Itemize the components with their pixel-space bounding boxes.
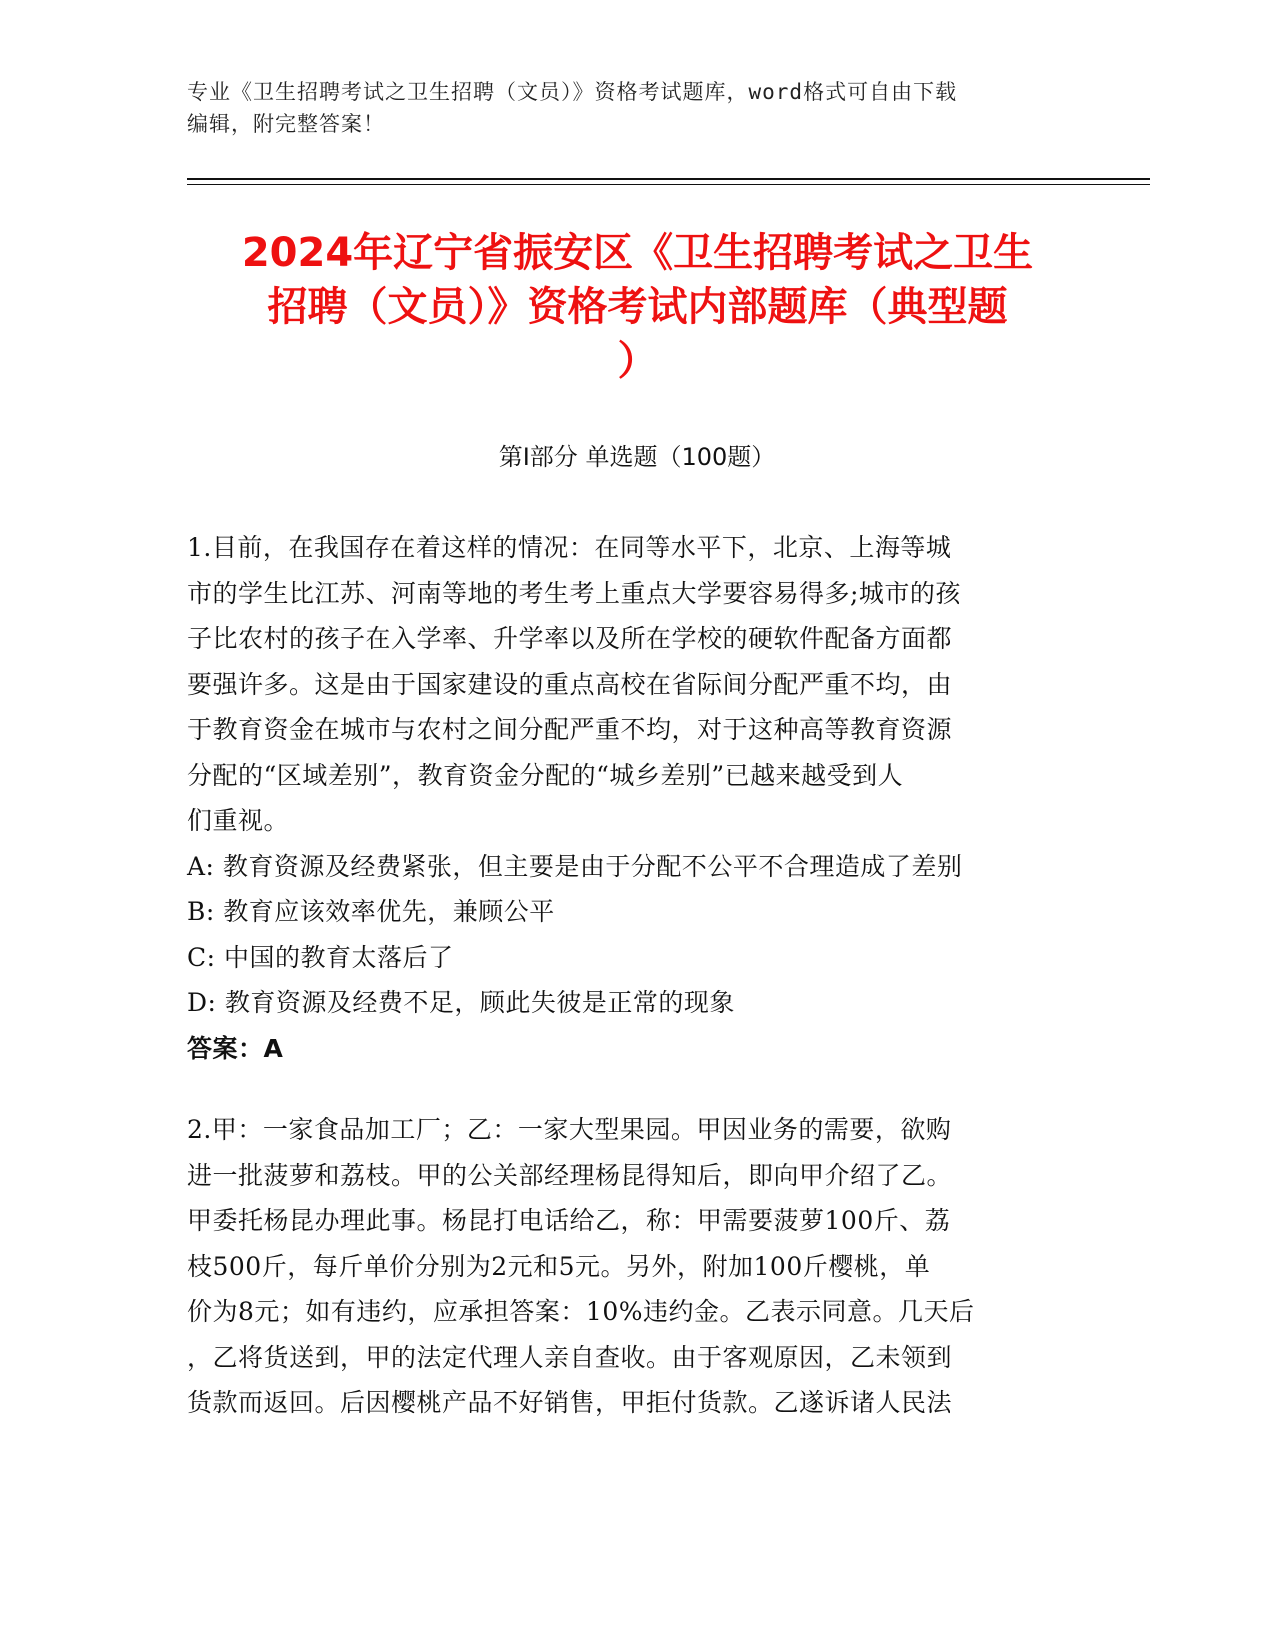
question-stem-line: 分配的“区域差别”，教育资金分配的“城乡差别”已越来越受到人 — [187, 760, 904, 790]
question-2 — [187, 1107, 1107, 1426]
question-stem-line: 2.甲：一家食品加工厂；乙：一家大型果园。甲因业务的需要，欲购 — [187, 1115, 952, 1144]
question-stem-line: 枝500斤，每斤单价分别为2元和5元。另外，附加100斤樱桃，单 — [187, 1251, 931, 1281]
header-note-line: 专业《卫生招聘考试之卫生招聘（文员）》资格考试题库，word格式可自由下载 — [187, 80, 958, 104]
question-stem-line: 甲委托杨昆办理此事。杨昆打电话给乙，称：甲需要菠萝100斤、荔 — [187, 1206, 951, 1235]
question-stem-line: 价为8元；如有违约，应承担答案：10%违约金。乙表示同意。几天后 — [187, 1297, 975, 1326]
question-stem-line: 子比农村的孩子在入学率、升学率以及所在学校的硬软件配备方面都 — [187, 624, 953, 653]
question-stem-line: 市的学生比江苏、河南等地的考生考上重点大学要容易得多;城市的孩 — [187, 578, 961, 608]
section-heading: 第Ⅰ部分 单选题（100题） — [498, 443, 776, 471]
title-line: 招聘（文员）》资格考试内部题库（典型题 — [267, 284, 1008, 330]
document-title — [170, 226, 1105, 388]
title-line: ） — [617, 338, 658, 384]
question-stem-line: 货款而返回。后因樱桃产品不好销售，甲拒付货款。乙遂诉诸人民法 — [187, 1388, 953, 1417]
header-divider-thin — [187, 184, 1150, 185]
question-stem-line: 进一批菠萝和荔枝。甲的公关部经理杨昆得知后，即向甲介绍了乙。 — [187, 1160, 953, 1190]
question-1 — [187, 525, 1107, 1071]
question-stem-line: ，乙将货送到，甲的法定代理人亲自查收。由于客观原因，乙未领到 — [187, 1342, 953, 1372]
header-divider-thick — [187, 178, 1150, 180]
option-d: D: 教育资源及经费不足，顾此失彼是正常的现象 — [187, 988, 735, 1017]
header-note — [187, 76, 1087, 140]
option-c: C: 中国的教育太落后了 — [187, 942, 454, 972]
option-a: A: 教育资源及经费紧张，但主要是由于分配不公平不合理造成了差别 — [187, 851, 963, 881]
question-stem-line: 1.目前，在我国存在着这样的情况：在同等水平下，北京、上海等城 — [187, 533, 952, 562]
option-b: B: 教育应该效率优先，兼顾公平 — [187, 897, 555, 926]
question-stem-line: 要强许多。这是由于国家建设的重点高校在省际间分配严重不均，由 — [187, 669, 953, 699]
question-stem-line: 们重视。 — [187, 806, 290, 835]
title-line: 2024年辽宁省振安区《卫生招聘考试之卫生 — [241, 230, 1034, 276]
question-stem-line: 于教育资金在城市与农村之间分配严重不均，对于这种高等教育资源 — [187, 715, 953, 744]
answer-label: 答案：A — [187, 1033, 284, 1063]
header-note-line: 编辑，附完整答案！ — [187, 112, 385, 136]
